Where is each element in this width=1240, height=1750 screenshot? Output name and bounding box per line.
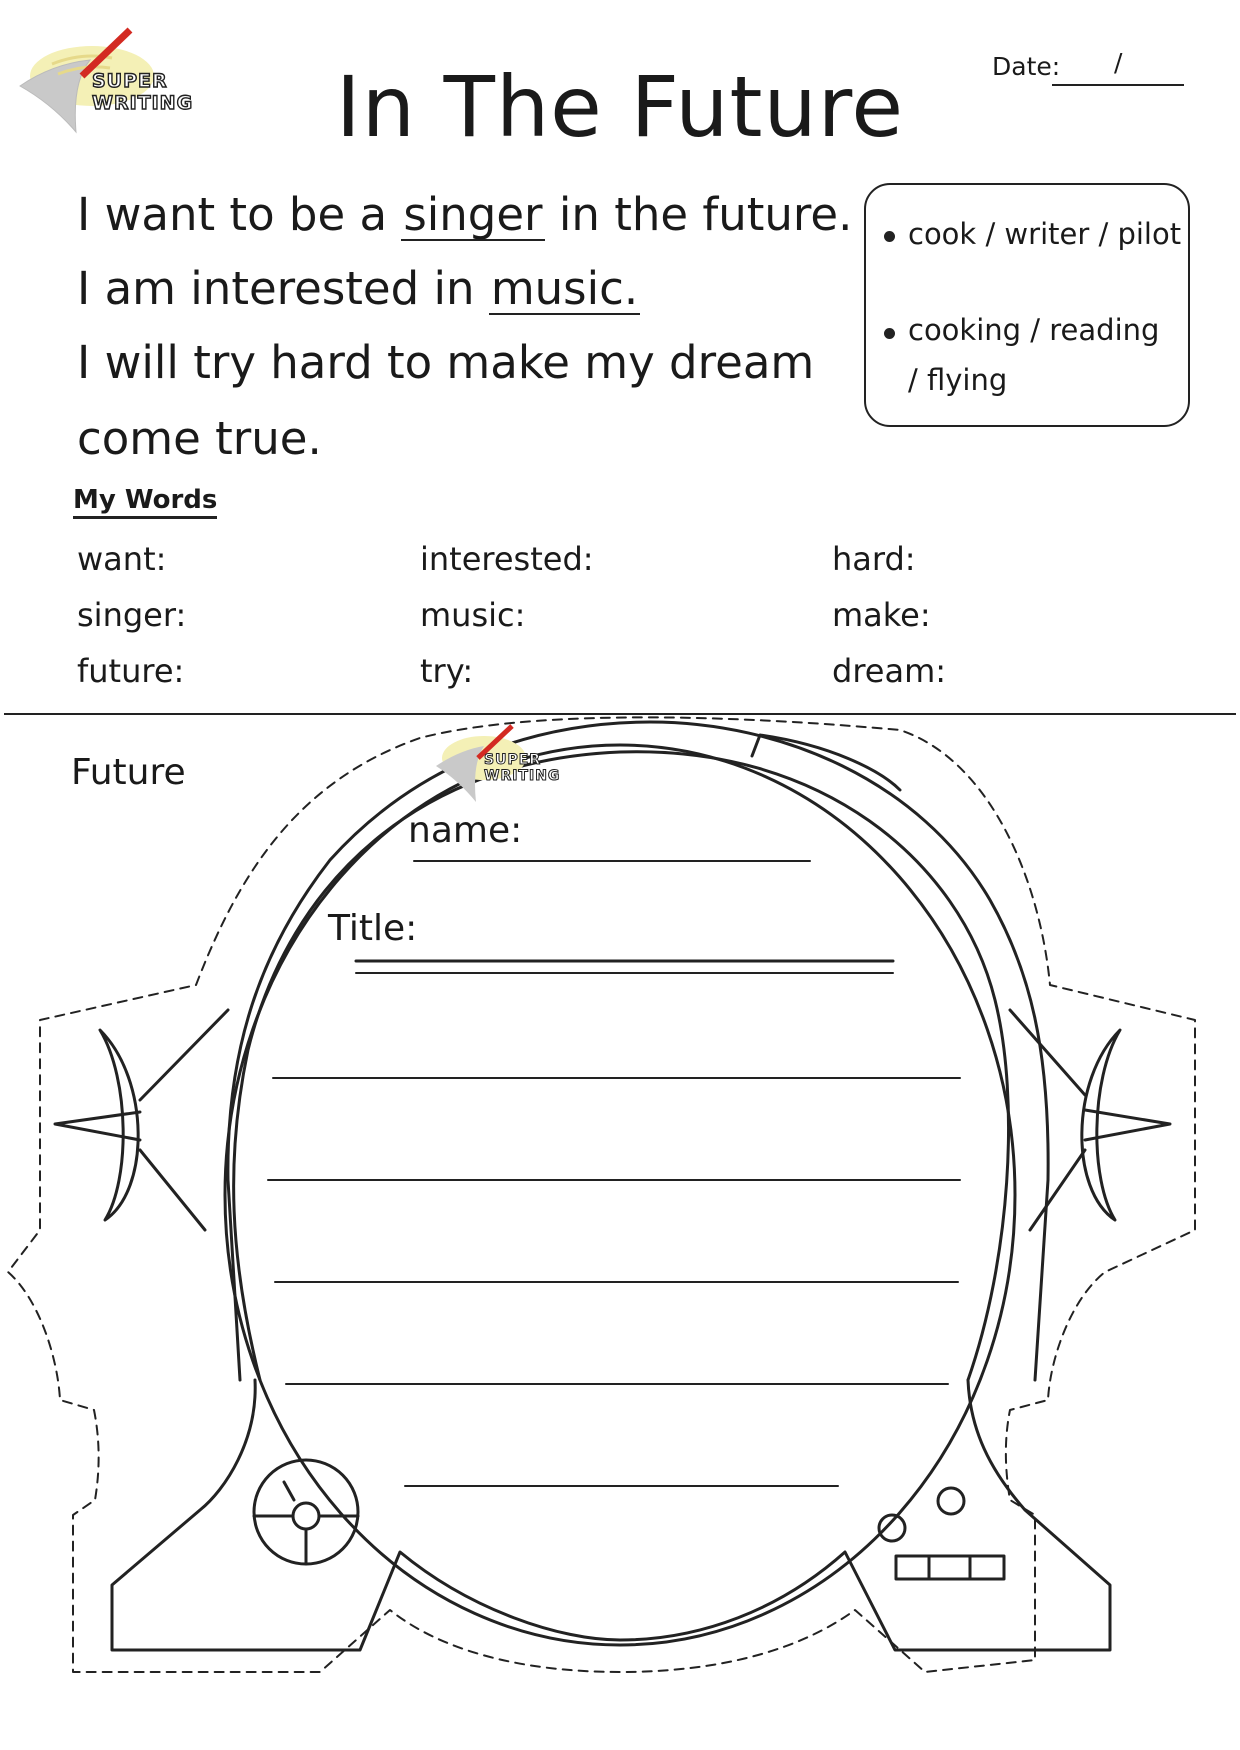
choice-group-interests-1: cooking / reading: [908, 313, 1160, 347]
page-title: In The Future: [335, 58, 905, 156]
my-words-heading: My Words: [73, 485, 217, 519]
model-sentence-4: come true.: [77, 412, 322, 465]
word-music: music:: [420, 596, 526, 634]
button-icon: [938, 1488, 964, 1514]
future-section-label: Future: [71, 752, 186, 793]
sentence-1-blank: singer: [403, 188, 543, 241]
model-sentence-3: I will try hard to make my dream: [77, 336, 815, 389]
title-label: Title:: [328, 908, 418, 949]
name-label: name:: [408, 810, 523, 851]
choice-group-jobs: cook / writer / pilot: [908, 217, 1182, 251]
sentence-1-end: in the future.: [544, 188, 853, 241]
word-interested: interested:: [420, 540, 594, 578]
word-want: want:: [77, 540, 167, 578]
right-ear-dish: [1082, 1030, 1120, 1220]
word-singer: singer:: [77, 596, 187, 634]
logo-text-top: SUPER: [92, 70, 168, 92]
sentence-1-start: I want to be a: [77, 188, 402, 241]
word-make: make:: [832, 596, 931, 634]
switch-panel-icon: [896, 1556, 1004, 1579]
frame-logo: [432, 722, 572, 812]
frame-logo-text-top: SUPER: [484, 752, 542, 768]
left-ear-dish: [100, 1030, 138, 1220]
frame-logo-text-bottom: WRITING: [484, 768, 561, 784]
word-try: try:: [420, 652, 474, 690]
word-hard: hard:: [832, 540, 916, 578]
date-separator: /: [1114, 48, 1123, 77]
button-icon: [879, 1515, 905, 1541]
choice-group-interests-2: / flying: [908, 363, 1008, 397]
sentence-2-start: I am interested in: [77, 262, 489, 315]
robot-inner-dome: [234, 752, 1009, 1380]
word-dream: dream:: [832, 652, 947, 690]
logo-text-bottom: WRITING: [92, 92, 194, 114]
robot-face-oval: [225, 745, 1015, 1645]
left-ear-spike: [55, 1112, 140, 1140]
date-label: Date:: [992, 52, 1061, 81]
word-future: future:: [77, 652, 185, 690]
sentence-2-blank: music.: [490, 262, 639, 315]
